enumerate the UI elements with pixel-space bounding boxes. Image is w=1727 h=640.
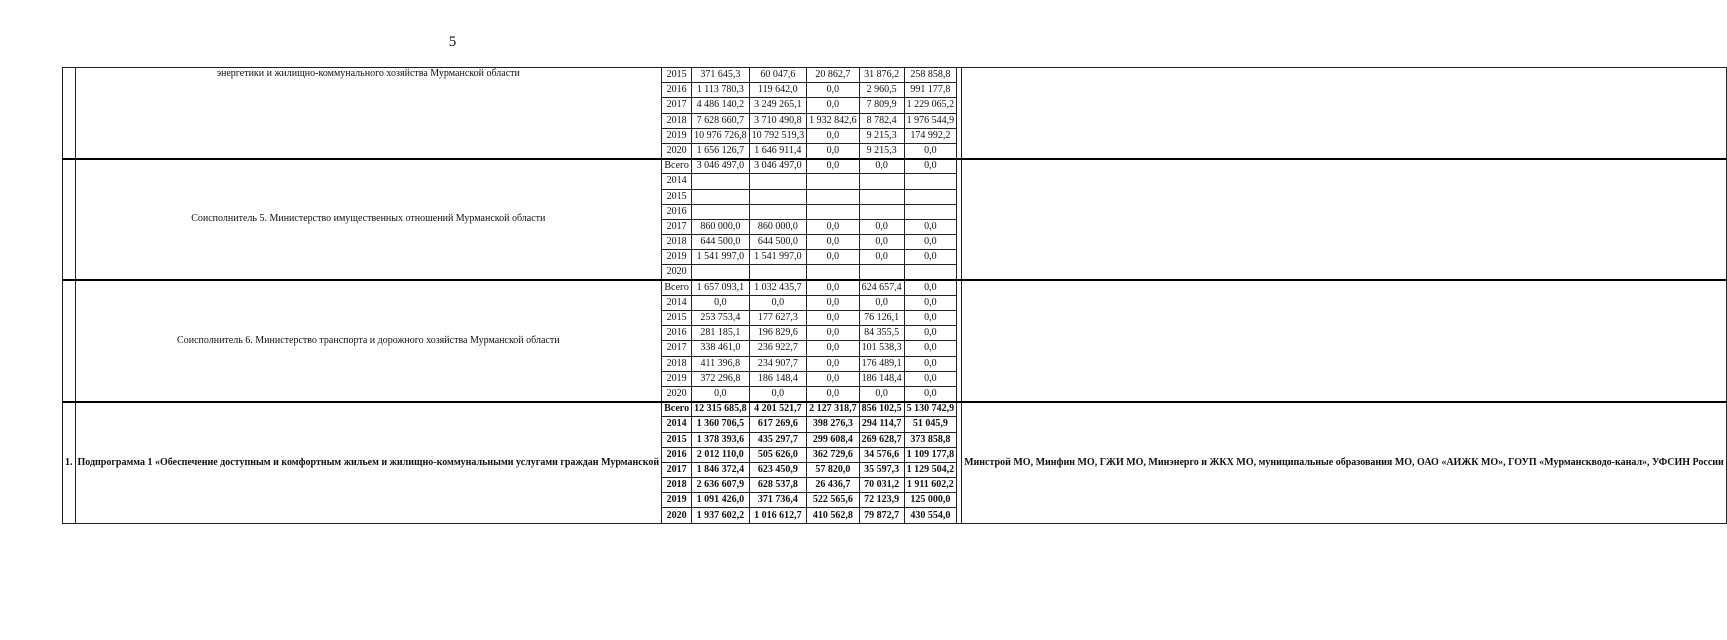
amount-cell: [904, 189, 957, 204]
amount-cell: 1 846 372,4: [692, 462, 750, 477]
amount-cell: [859, 204, 904, 219]
amount-cell: 0,0: [904, 371, 957, 386]
amount-cell: 644 500,0: [749, 235, 807, 250]
year-cell: Всего: [662, 402, 692, 417]
year-cell: 2018: [662, 235, 692, 250]
amount-cell: 372 296,8: [692, 371, 750, 386]
amount-cell: 1 541 997,0: [692, 250, 750, 265]
amount-cell: 0,0: [692, 295, 750, 310]
year-cell: 2018: [662, 356, 692, 371]
amount-cell: 0,0: [807, 386, 860, 401]
executors-cell: [962, 159, 1727, 281]
amount-cell: 72 123,9: [859, 493, 904, 508]
amount-cell: 617 269,6: [749, 417, 807, 432]
amount-cell: 410 562,8: [807, 508, 860, 523]
amount-cell: 281 185,1: [692, 326, 750, 341]
amount-cell: 1 656 126,7: [692, 143, 750, 158]
amount-cell: 2 636 607,9: [692, 478, 750, 493]
amount-cell: [904, 174, 957, 189]
amount-cell: 7 809,9: [859, 98, 904, 113]
amount-cell: 0,0: [807, 371, 860, 386]
amount-cell: 0,0: [807, 280, 860, 295]
amount-cell: [859, 174, 904, 189]
amount-cell: [749, 189, 807, 204]
amount-cell: 76 126,1: [859, 311, 904, 326]
amount-cell: 3 710 490,8: [749, 113, 807, 128]
amount-cell: 362 729,6: [807, 447, 860, 462]
amount-cell: 119 642,0: [749, 83, 807, 98]
amount-cell: 0,0: [904, 159, 957, 174]
amount-cell: [749, 265, 807, 280]
amount-cell: 60 047,6: [749, 68, 807, 83]
amount-cell: 398 276,3: [807, 417, 860, 432]
amount-cell: 0,0: [904, 311, 957, 326]
amount-cell: 70 031,2: [859, 478, 904, 493]
table-row: [63, 280, 1727, 295]
amount-cell: 51 045,9: [904, 417, 957, 432]
amount-cell: 1 378 393,6: [692, 432, 750, 447]
amount-cell: 1 911 602,2: [904, 478, 957, 493]
year-cell: 2014: [662, 174, 692, 189]
amount-cell: 9 215,3: [859, 128, 904, 143]
amount-cell: 299 608,4: [807, 432, 860, 447]
amount-cell: 253 753,4: [692, 311, 750, 326]
amount-cell: 3 046 497,0: [692, 159, 750, 174]
amount-cell: 430 554,0: [904, 508, 957, 523]
amount-cell: [807, 204, 860, 219]
amount-cell: 174 992,2: [904, 128, 957, 143]
year-cell: 2020: [662, 508, 692, 523]
amount-cell: 1 360 706,5: [692, 417, 750, 432]
amount-cell: [692, 174, 750, 189]
amount-cell: 1 091 426,0: [692, 493, 750, 508]
year-cell: 2017: [662, 341, 692, 356]
year-cell: 2016: [662, 204, 692, 219]
amount-cell: 0,0: [904, 235, 957, 250]
amount-cell: 236 922,7: [749, 341, 807, 356]
year-cell: 2020: [662, 143, 692, 158]
amount-cell: 0,0: [807, 143, 860, 158]
amount-cell: 991 177,8: [904, 83, 957, 98]
amount-cell: 0,0: [859, 386, 904, 401]
year-cell: 2018: [662, 113, 692, 128]
amount-cell: 269 628,7: [859, 432, 904, 447]
amount-cell: 0,0: [807, 219, 860, 234]
amount-cell: 4 201 521,7: [749, 402, 807, 417]
amount-cell: [749, 174, 807, 189]
amount-cell: 0,0: [904, 219, 957, 234]
amount-cell: 0,0: [807, 98, 860, 113]
amount-cell: [859, 189, 904, 204]
amount-cell: 0,0: [904, 295, 957, 310]
amount-cell: 644 500,0: [692, 235, 750, 250]
amount-cell: 26 436,7: [807, 478, 860, 493]
amount-cell: 0,0: [807, 128, 860, 143]
amount-cell: 196 829,6: [749, 326, 807, 341]
amount-cell: 0,0: [807, 83, 860, 98]
amount-cell: 8 782,4: [859, 113, 904, 128]
amount-cell: 31 876,2: [859, 68, 904, 83]
amount-cell: 79 872,7: [859, 508, 904, 523]
amount-cell: 623 450,9: [749, 462, 807, 477]
amount-cell: 0,0: [904, 250, 957, 265]
program-name: энергетики и жилищно-коммунального хозяйства Мурманской области: [75, 68, 662, 159]
amount-cell: 624 657,4: [859, 280, 904, 295]
amount-cell: 234 907,7: [749, 356, 807, 371]
amount-cell: 12 315 685,8: [692, 402, 750, 417]
page-number: 5: [448, 34, 457, 50]
budget-table: [62, 67, 1727, 524]
amount-cell: [692, 265, 750, 280]
amount-cell: 0,0: [904, 280, 957, 295]
amount-cell: [807, 189, 860, 204]
amount-cell: 1 129 504,2: [904, 462, 957, 477]
amount-cell: 10 976 726,8: [692, 128, 750, 143]
amount-cell: 2 127 318,7: [807, 402, 860, 417]
amount-cell: 1 937 602,2: [692, 508, 750, 523]
amount-cell: 3 249 265,1: [749, 98, 807, 113]
amount-cell: [807, 174, 860, 189]
amount-cell: 10 792 519,3: [749, 128, 807, 143]
amount-cell: 0,0: [904, 356, 957, 371]
amount-cell: [859, 265, 904, 280]
row-index: [63, 280, 76, 402]
program-name: Подпрограмма 1 «Обеспечение доступным и комфортным жильем и жилищно-коммунальными услугами граждан Мурманской: [75, 402, 662, 524]
amount-cell: 0,0: [859, 295, 904, 310]
amount-cell: 505 626,0: [749, 447, 807, 462]
program-name: Соисполнитель 5. Министерство имущественных отношений Мурманской области: [75, 159, 662, 281]
amount-cell: 0,0: [904, 386, 957, 401]
amount-cell: 522 565,6: [807, 493, 860, 508]
amount-cell: 4 486 140,2: [692, 98, 750, 113]
executors-cell: [962, 280, 1727, 402]
amount-cell: 1 229 065,2: [904, 98, 957, 113]
row-index: [63, 159, 76, 281]
amount-cell: 294 114,7: [859, 417, 904, 432]
year-cell: 2016: [662, 326, 692, 341]
year-cell: 2017: [662, 98, 692, 113]
executors-cell: Минстрой МО, Минфин МО, ГЖИ МО, Минэнерго и ЖКХ МО, муниципальные образования МО, ОАО «АИЖК МО», ГОУП «Мурманскводо-канал», УФСИН России: [962, 402, 1727, 524]
amount-cell: [904, 265, 957, 280]
year-cell: 2014: [662, 417, 692, 432]
amount-cell: 1 646 911,4: [749, 143, 807, 158]
amount-cell: 1 032 435,7: [749, 280, 807, 295]
amount-cell: [692, 204, 750, 219]
year-cell: 2016: [662, 83, 692, 98]
table-row: [63, 402, 1727, 417]
amount-cell: 1 932 842,6: [807, 113, 860, 128]
amount-cell: 3 046 497,0: [749, 159, 807, 174]
amount-cell: 0,0: [859, 250, 904, 265]
year-cell: 2015: [662, 68, 692, 83]
amount-cell: 628 537,8: [749, 478, 807, 493]
amount-cell: 1 016 612,7: [749, 508, 807, 523]
year-cell: 2015: [662, 432, 692, 447]
amount-cell: 0,0: [807, 356, 860, 371]
amount-cell: [692, 189, 750, 204]
amount-cell: 1 109 177,8: [904, 447, 957, 462]
amount-cell: 177 627,3: [749, 311, 807, 326]
amount-cell: 371 736,4: [749, 493, 807, 508]
amount-cell: 0,0: [807, 311, 860, 326]
amount-cell: 371 645,3: [692, 68, 750, 83]
year-cell: 2017: [662, 219, 692, 234]
year-cell: 2017: [662, 462, 692, 477]
amount-cell: [807, 265, 860, 280]
program-name: Соисполнитель 6. Министерство транспорта и дорожного хозяйства Мурманской области: [75, 280, 662, 402]
amount-cell: 0,0: [904, 326, 957, 341]
amount-cell: 34 576,6: [859, 447, 904, 462]
year-cell: Всего: [662, 159, 692, 174]
amount-cell: 7 628 660,7: [692, 113, 750, 128]
amount-cell: 411 396,8: [692, 356, 750, 371]
amount-cell: 0,0: [807, 341, 860, 356]
year-cell: 2019: [662, 371, 692, 386]
year-cell: 2019: [662, 128, 692, 143]
amount-cell: 0,0: [904, 341, 957, 356]
amount-cell: 125 000,0: [904, 493, 957, 508]
amount-cell: 258 858,8: [904, 68, 957, 83]
amount-cell: 2 012 110,0: [692, 447, 750, 462]
amount-cell: 5 130 742,9: [904, 402, 957, 417]
amount-cell: 186 148,4: [859, 371, 904, 386]
amount-cell: 0,0: [807, 235, 860, 250]
amount-cell: [749, 204, 807, 219]
year-cell: 2015: [662, 189, 692, 204]
amount-cell: 0,0: [749, 295, 807, 310]
amount-cell: 0,0: [807, 326, 860, 341]
amount-cell: 0,0: [692, 386, 750, 401]
amount-cell: 9 215,3: [859, 143, 904, 158]
amount-cell: 176 489,1: [859, 356, 904, 371]
executors-cell: [962, 68, 1727, 159]
year-cell: 2016: [662, 447, 692, 462]
year-cell: 2020: [662, 265, 692, 280]
amount-cell: 860 000,0: [692, 219, 750, 234]
amount-cell: 860 000,0: [749, 219, 807, 234]
amount-cell: 0,0: [859, 219, 904, 234]
year-cell: 2018: [662, 478, 692, 493]
amount-cell: 0,0: [807, 159, 860, 174]
amount-cell: [904, 204, 957, 219]
amount-cell: 84 355,5: [859, 326, 904, 341]
amount-cell: 1 541 997,0: [749, 250, 807, 265]
year-cell: 2015: [662, 311, 692, 326]
amount-cell: 35 597,3: [859, 462, 904, 477]
year-cell: 2019: [662, 250, 692, 265]
amount-cell: 0,0: [904, 143, 957, 158]
amount-cell: 0,0: [859, 159, 904, 174]
amount-cell: 0,0: [859, 235, 904, 250]
amount-cell: 0,0: [749, 386, 807, 401]
year-cell: 2019: [662, 493, 692, 508]
amount-cell: 101 538,3: [859, 341, 904, 356]
amount-cell: 0,0: [807, 295, 860, 310]
amount-cell: 57 820,0: [807, 462, 860, 477]
amount-cell: 186 148,4: [749, 371, 807, 386]
year-cell: 2020: [662, 386, 692, 401]
row-index: [63, 68, 76, 159]
table-row: [63, 68, 1727, 83]
amount-cell: 373 858,8: [904, 432, 957, 447]
amount-cell: 0,0: [807, 250, 860, 265]
amount-cell: 435 297,7: [749, 432, 807, 447]
amount-cell: 1 657 093,1: [692, 280, 750, 295]
year-cell: 2014: [662, 295, 692, 310]
amount-cell: 2 960,5: [859, 83, 904, 98]
amount-cell: 1 113 780,3: [692, 83, 750, 98]
amount-cell: 856 102,5: [859, 402, 904, 417]
amount-cell: 338 461,0: [692, 341, 750, 356]
amount-cell: 20 862,7: [807, 68, 860, 83]
amount-cell: 1 976 544,9: [904, 113, 957, 128]
year-cell: Всего: [662, 280, 692, 295]
row-index: 1.: [63, 402, 76, 524]
table-row: [63, 159, 1727, 174]
